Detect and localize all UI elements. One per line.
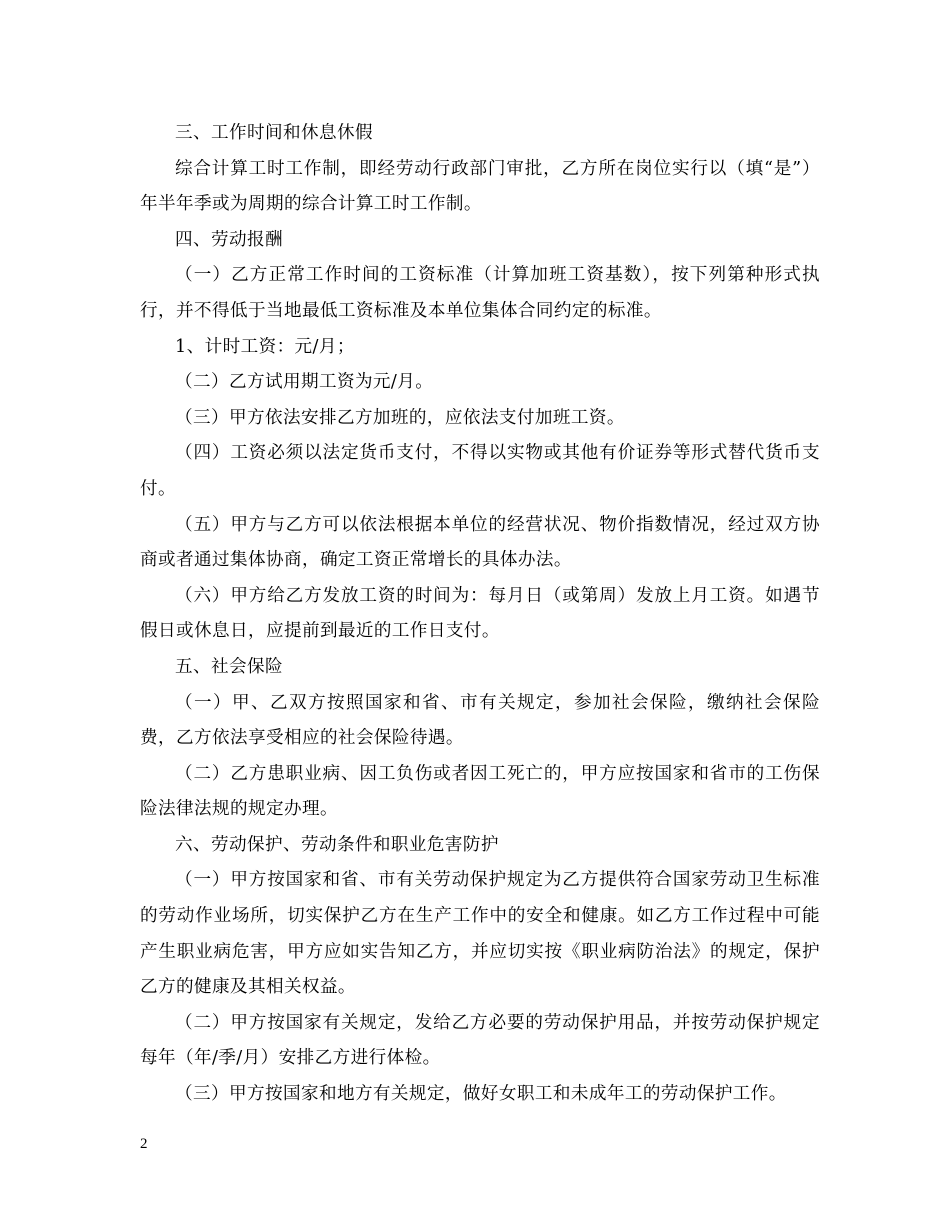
section-heading-social-insurance: 五、社会保险: [175, 656, 283, 677]
document-body: [140, 116, 820, 1113]
page-number: 2: [140, 1136, 148, 1152]
paragraph-currency-payment: （四）工资必须以法定货币支付，不得以实物或其他有价证券等形式替代货币支付。: [140, 443, 820, 499]
paragraph-insurance-participation: （一）甲、乙双方按照国家和省、市有关规定，参加社会保险，缴纳社会保险费，乙方依法享受相应的社会保险待遇。: [140, 692, 820, 749]
section-heading-labor-protection: 六、劳动保护、劳动条件和职业危害防护: [175, 834, 499, 855]
paragraph-comprehensive-hours: 综合计算工时工作制，即经劳动行政部门审批，乙方所在岗位实行以（填“是”）年半年季或为周期的综合计算工时工作制。: [140, 158, 820, 215]
paragraph-protective-equipment: （二）甲方按国家有关规定，发给乙方必要的劳动保护用品，并按劳动保护规定每年（年/季/月）安排乙方进行体检。: [140, 1012, 820, 1069]
section-heading-remuneration: 四、劳动报酬: [175, 229, 283, 250]
section-heading-work-hours: 三、工作时间和休息休假: [175, 123, 373, 143]
paragraph-overtime-pay: （三）甲方依法安排乙方加班的，应依法支付加班工资。: [175, 407, 625, 428]
paragraph-hourly-wage: 1、计时工资：元/月；: [175, 336, 355, 357]
paragraph-wage-standard: （一）乙方正常工作时间的工资标准（计算加班工资基数），按下列第种形式执行，并不得低于当地最低工资标准及本单位集体合同约定的标准。: [140, 265, 820, 321]
paragraph-probation-wage: （二）乙方试用期工资为元/月。: [175, 372, 434, 393]
paragraph-work-injury: （二）乙方患职业病、因工负伤或者因工死亡的，甲方应按国家和省市的工伤保险法律法规的规定办理。: [140, 763, 820, 820]
paragraph-female-minor-protection: （三）甲方按国家和地方有关规定，做好女职工和未成年工的劳动保护工作。: [175, 1084, 787, 1105]
paragraph-wage-growth: （五）甲方与乙方可以依法根据本单位的经营状况、物价指数情况，经过双方协商或者通过集体协商，确定工资正常增长的具体办法。: [140, 514, 820, 571]
paragraph-pay-date: （六）甲方给乙方发放工资的时间为：每月日（或第周）发放上月工资。如遇节假日或休息日，应提前到最近的工作日支付。: [140, 585, 820, 642]
paragraph-workplace-safety: （一）甲方按国家和省、市有关劳动保护规定为乙方提供符合国家劳动卫生标准的劳动作业场所，切实保护乙方在生产工作中的安全和健康。如乙方工作过程中可能产生职业病危害，甲方应如实告知乙方，并应切实按《职业病防治法》的规定，保护乙方的健康及其相关权益。: [140, 870, 820, 998]
